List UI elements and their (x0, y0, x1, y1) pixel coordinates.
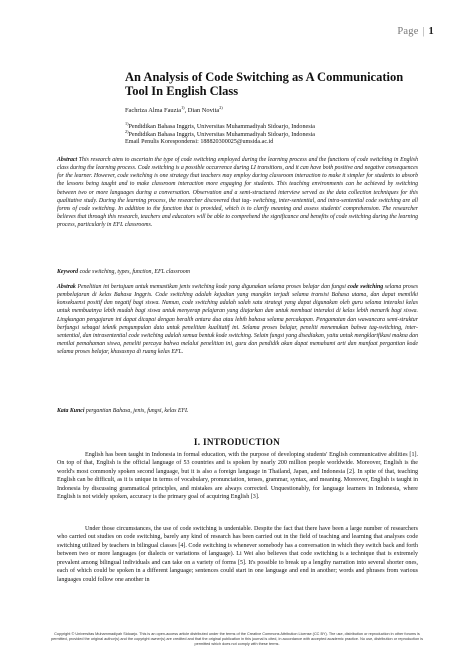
page-number (397, 26, 434, 37)
author-line (125, 104, 425, 115)
author-1: Fachriza Alma Fauzia (125, 107, 182, 114)
abstract-label: Abstract (57, 157, 78, 163)
page-separator: | (422, 26, 425, 37)
affiliation-1-text: Pendidikan Bahasa Inggris, Universitas Muhammadiyah Sidoarjo, Indonesia (128, 124, 316, 131)
kata-kunci-text: pergantian Bahasa, jenis, fungsi, kelas EFL (84, 408, 189, 414)
keywords-english (57, 268, 418, 276)
affiliation-2-sup: 2) (125, 128, 129, 134)
author-separator: , (184, 107, 188, 114)
paragraph-1-text: English has been taught in Indonesia in formal education, with the purpose of developing students' English communicative abilities [1]. On top of that, English is the official language of 53 countries and is spoken by nearly 200 million people worldwide. Moreover, English is the world's most commonly spoken second language, but it is also a foreign language in Thailand, Japan, and Indonesia [2]. In spite of that, teaching English can be difficult, as it is unique in terms of vocabulary, pronunciation, tenses, grammar, syntax, and meaning. Moreover, English is taught in Indonesia by discussing grammatical principles, and mistakes are always corrected. Unquestionably, for language learners in Indonesia, where English is not widely spoken, accuracy is the primary goal of acquiring English [3]. (57, 452, 418, 501)
affiliation-1 (125, 121, 425, 132)
page-number-value: 1 (428, 26, 434, 37)
affiliation-2-text: Pendidikan Bahasa Inggris, Universitas Muhammadiyah Sidoarjo, Indonesia (128, 131, 316, 138)
keywords-indonesian (57, 407, 418, 415)
author-1-sup: 1) (181, 104, 185, 110)
abstrak-label: Abstrak (57, 284, 76, 290)
paper-title: An Analysis of Code Switching as A Communication Tool In English Class (125, 70, 404, 98)
abstrak-text-start: Penelitian ini bertujuan untuk memastikan jenis switching kode yang digunakan selama proses belajar dan fungsi (75, 284, 348, 290)
abstrak-bold-phrase: code switching (347, 284, 384, 290)
author-2-sup: 2) (219, 104, 223, 110)
page-label: Page (397, 26, 419, 37)
copyright-footer: Copyright © Universitas Muhammadiyah Sidoarjo. This is an open-access article distributed under the terms of the Creative Commons Attribution License (CC BY). The use, distribution or reproduction in other forums is permitted, provided the original author(s) and the copyright owner(s) are credited and that the original publication in this journal is cited, in accordance with accepted academic practice. No use, distribution or reproduction is permitted which does not comply with these terms. (50, 632, 424, 646)
affiliation-1-sup: 1) (125, 121, 129, 126)
abstract-english (57, 156, 418, 229)
paragraph-2-text: Under those circumstances, the use of code switching is undeniable. Despite the fact that there have been a large number of researchers who carried out studies on code switching, barely any kind of research has been carried out in the field of teaching and learning that analyses code switching utilized by teachers in bilingual classes [4]. Code switching is whenever somebody has a conversation in which they switch back and forth between two or more languages (or dialects or variations of language). Li Wei also believes that code switching is a technique that is extremely prevalent among bilingual individuals and can take on a variety of forms [5]. It's possible to break up a lengthy narration into several shorter ones, each of which could be spoken in a different language; sentences could start in one language and end in another; words and phrases from various languages could follow one another in (57, 526, 418, 583)
corresponding-email: Email Penulis Korespondensi: 188820300025@umsida.ac.id (125, 139, 274, 146)
body-paragraph-2 (57, 525, 418, 584)
abstract-indonesian (57, 283, 418, 356)
abstrak-text-end: selama proses pembelajaran di kelas Bahasa Inggris. Code switching adalah kejadian yang mungkin terjadi selama transisi Bahasa utama, dan dapat memiliki konsekuensi positif dan negatif bagi siswa. Namun, code switching adalah salah satu strategi yang dapat digunakan oleh guru selama interaksi kelas untuk membuatnya lebih mudah bagi siswa untuk menyerap pelajaran yang diajarkan dan untuk membuat interaksi di kelas lebih menarik bagi siswa. Lingkungan pengajaran ini dapat dicapai dengan beralih antara dua atau lebih bahasa selama percakapan. Pengamatan dan wawancara semi-struktur berfungsi sebagai teknik pengumpulan data untuk penelitian kualitatif ini. Selama proses belajar, peneliti menemukan bahwa tag-switching, inter-sentential, dan intrasentential code switching adalah semua bentuk kode switching. Selain fungsi yang disediakan, yaitu untuk mengklarifikasi makna dan menilai pemahaman siswa, peneliti percaya bahwa melalui penelitian ini, guru dan pendidik akan dapat memahami arti dan manfaat pergantian kode selama proses belajar, khususnya di ruang kelas EFL. (57, 284, 418, 356)
section-heading-introduction: I. INTRODUCTION (193, 437, 281, 447)
author-2: Dian Novita (187, 107, 220, 114)
affiliation-2 (125, 128, 425, 140)
abstract-text: This research aims to ascertain the type of code switching employed during the learning process and the functions of code switching in English class during the learning process. Code switching is a possible occurrence during LI transitions, and it can have both positive and negative consequences for the learner. However, code switching is one strategy that teachers may employ during classroom interaction to make it simpler for students to absorb the lessons being taught and to make classroom interaction more engaging for students. This teaching environments can be achieved by switching between two or more languages during a conversation. Observation and a semi-structured interview served as the data collection techniques for this qualitative study. During the learning process, the researcher discovered that tag- switching, inter-sentential, and intra-sentential code switching are all forms of code switching. In addition to the function that is provided, which is to clarify meaning and assess students' comprehension. The researcher believes that through this research, teachers and educators will be able to comprehend the significance and benefits of code switching during the learning process, particularly in EFL classrooms. (57, 157, 418, 229)
affiliations (125, 121, 425, 147)
body-paragraph-1 (57, 451, 418, 502)
keyword-label: Keyword (57, 269, 79, 275)
kata-kunci-label: Kata Kunci (57, 408, 85, 414)
keyword-text: code switching, types, function, EFL classroom (78, 269, 190, 275)
